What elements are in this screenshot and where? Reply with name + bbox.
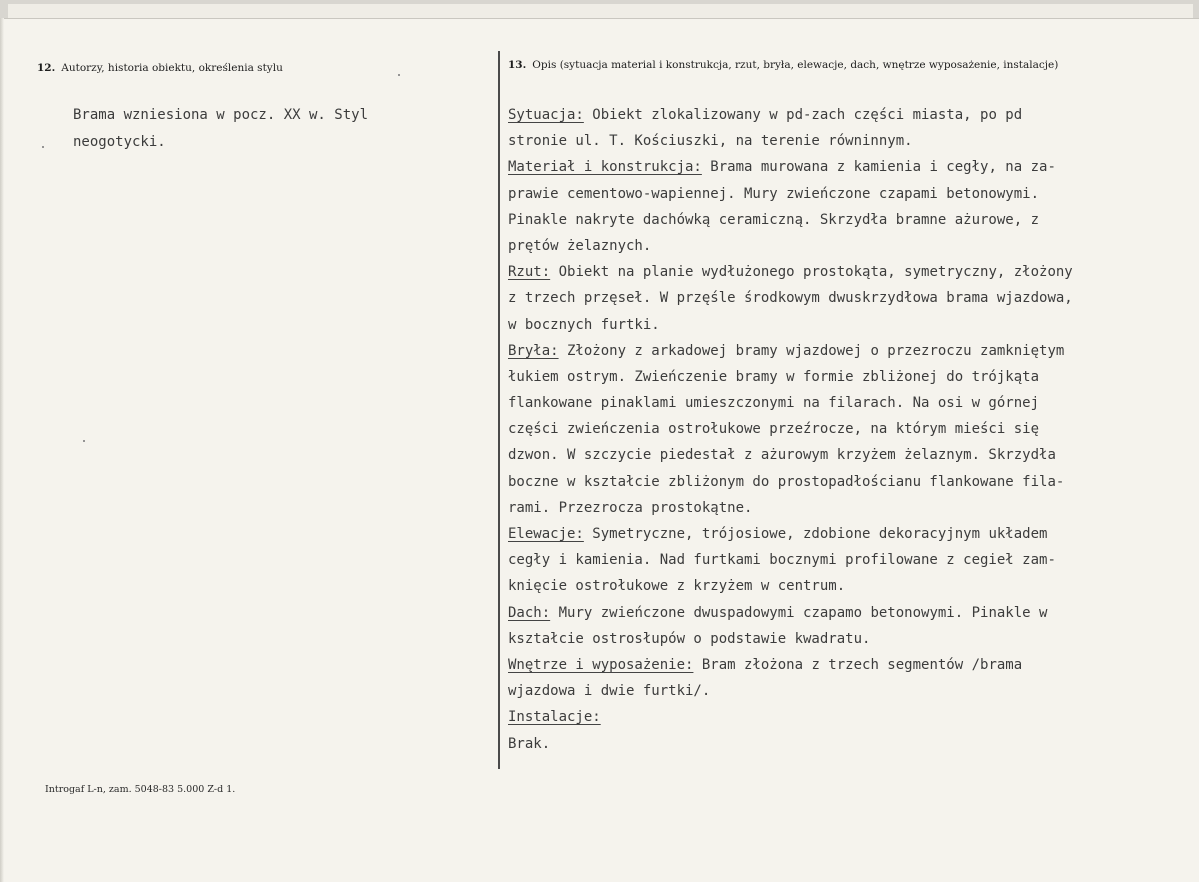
section-label: Wnętrze i wyposażenie: (508, 656, 694, 673)
line-text: z trzech przęseł. W przęśle środkowym dwuskrzydłowa brama wjazdowa, (508, 290, 1073, 307)
description-line (508, 495, 1178, 521)
description-line (508, 207, 1178, 233)
description-line (508, 678, 1178, 704)
line-text: Pinakle nakryte dachówką ceramiczną. Skrzydła bramne ażurowe, z (508, 211, 1040, 228)
line-text: wjazdowa i dwie furtki/. (508, 683, 711, 700)
section-12-number: 12. (37, 62, 56, 74)
description-text (508, 102, 1178, 757)
description-line (508, 102, 1178, 128)
section-label: Sytuacja: (508, 107, 584, 123)
section-label: Elewacje: (508, 526, 584, 542)
history-text: Brama wzniesiona w pocz. XX w. Styl neogotycki. (73, 107, 369, 150)
description-line (508, 285, 1178, 311)
top-edge (0, 0, 1199, 19)
description-line (508, 181, 1178, 207)
line-text: kształcie ostrosłupów o podstawie kwadratu. (508, 630, 871, 647)
line-text: dzwon. W szczycie piedestał z ażurowym krzyżem żelaznym. Skrzydła (508, 447, 1056, 464)
left-edge-shadow (0, 18, 4, 882)
line-text: boczne w kształcie zbliżonym do prostopadłościanu flankowane fila- (508, 473, 1065, 490)
section-label: Rzut: (508, 264, 551, 281)
description-line (508, 390, 1178, 416)
description-line (508, 573, 1178, 599)
section-13-heading (508, 59, 1058, 71)
description-line (508, 259, 1178, 285)
line-text: Brama murowana z kamienia i cegły, na za- (701, 159, 1056, 176)
paper-speck (398, 74, 400, 76)
description-line (508, 731, 1178, 757)
description-line (508, 626, 1178, 652)
line-text: knięcie ostrołukowe z krzyżem w centrum. (508, 578, 846, 595)
line-text: prawie cementowo-wapiennej. Mury zwieńczone czapami betonowymi. (508, 185, 1040, 202)
line-text: Obiekt na planie wydłużonego prostokąta, symetryczny, złożony (550, 264, 1073, 281)
line-text: Obiekt zlokalizowany w pd-zach części miasta, po pd (583, 107, 1023, 123)
description-line (508, 312, 1178, 338)
description-line (508, 652, 1178, 678)
paper-speck (83, 440, 85, 442)
description-line (508, 704, 1178, 730)
description-line (508, 416, 1178, 442)
paper-speck (42, 146, 44, 148)
line-text: Złożony z arkadowej bramy wjazdowej o przezroczu zamkniętym (558, 342, 1065, 359)
section-label: Instalacje: (508, 709, 601, 726)
description-line (508, 364, 1178, 390)
description-line (508, 600, 1178, 626)
line-text: prętów żelaznych. (508, 237, 652, 254)
section-13-number: 13. (508, 59, 527, 71)
column-divider (498, 51, 500, 769)
description-line (508, 154, 1178, 180)
line-text: cegły i kamienia. Nad furtkami bocznymi profilowane z cegieł zam- (508, 552, 1056, 569)
line-text: Symetryczne, trójosiowe, zdobione dekoracyjnym układem (583, 526, 1048, 542)
section-13-title: Opis (sytuacja material i konstrukcja, rzut, bryła, elewacje, dach, wnętrze wyposażenie, instalacje) (532, 59, 1059, 71)
section-label: Materiał i konstrukcja: (508, 159, 702, 176)
description-line (508, 469, 1178, 495)
printer-imprint: Introgaf L-n, zam. 5048-83 5.000 Z-d 1. (45, 784, 236, 795)
line-text: Brak. (508, 735, 551, 752)
line-text: w bocznych furtki. (508, 316, 660, 333)
description-line (508, 128, 1178, 154)
description-line (508, 233, 1178, 259)
description-line (508, 521, 1178, 547)
line-text: Bram złożona z trzech segmentów /brama (693, 656, 1023, 673)
section-12-title: Autorzy, historia obiektu, określenia stylu (61, 62, 283, 74)
line-text: stronie ul. T. Kościuszki, na terenie równinnym. (508, 133, 913, 150)
line-text: flankowane pinaklami umieszczonymi na filarach. Na osi w górnej (508, 395, 1040, 412)
line-text: rami. Przezrocza prostokątne. (508, 499, 753, 516)
section-label: Bryła: (508, 342, 559, 359)
description-line (508, 338, 1178, 364)
line-text: Mury zwieńczone dwuspadowymi czapamo betonowymi. Pinakle w (550, 604, 1048, 621)
section-12-heading (37, 62, 283, 74)
section-label: Dach: (508, 604, 551, 621)
line-text: części zwieńczenia ostrołukowe przeźrocze, na którym mieści się (508, 421, 1040, 438)
description-line (508, 442, 1178, 468)
line-text: łukiem ostrym. Zwieńczenie bramy w formie zbliżonej do trójkąta (508, 368, 1040, 385)
description-line (508, 547, 1178, 573)
